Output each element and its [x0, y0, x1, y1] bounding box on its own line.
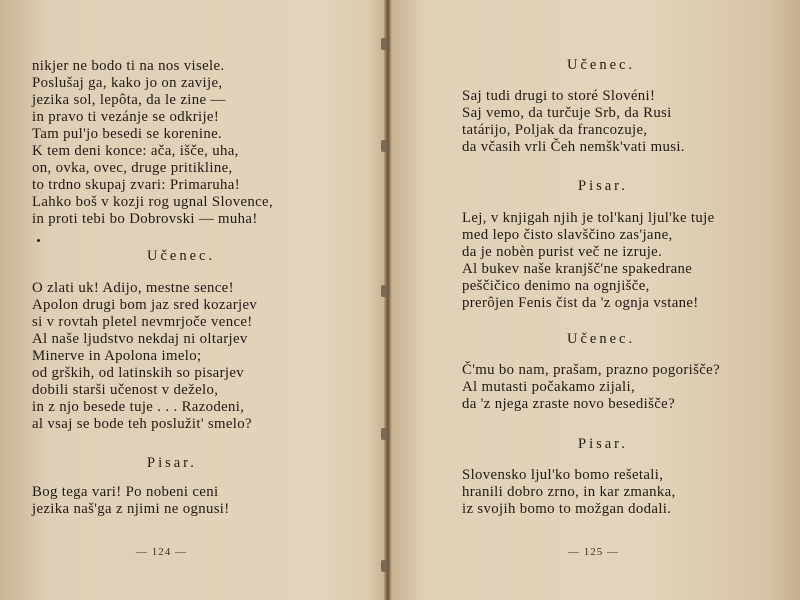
- verse-line: hranili dobro zrno, in kar zmanka,: [462, 484, 676, 500]
- verse-line: Al mutasti počakamo zijali,: [462, 379, 635, 395]
- right-page: [390, 0, 800, 600]
- speaker-heading: Učenec.: [147, 248, 216, 264]
- verse-line: da 'z njega zraste novo besedišče?: [462, 396, 675, 412]
- verse-line: Minerve in Apolona imelo;: [32, 348, 202, 364]
- verse-line: da je nobèn purist več ne izruje.: [462, 244, 663, 260]
- verse-line: jezika sol, lepôta, da le zine —: [32, 92, 226, 108]
- verse-line: si v rovtah pletel nevmrjoče vence!: [32, 314, 253, 330]
- verse-line: in pravo ti vezánje se odkrije!: [32, 109, 220, 125]
- verse-line: peščičico denimo na ognjišče,: [462, 278, 650, 294]
- verse-line: dobili starši učenost v deželo,: [32, 382, 219, 398]
- speaker-heading: Učenec.: [567, 57, 636, 73]
- speaker-heading: Pisar.: [578, 436, 628, 452]
- verse-line: Saj vemo, da turčuje Srb, da Rusi: [462, 105, 672, 121]
- speaker-heading: Pisar.: [578, 178, 628, 194]
- page-number: — 125 —: [568, 546, 619, 558]
- verse-line: Č'mu bo nam, prašam, prazno pogorišče?: [462, 362, 720, 378]
- verse-line: nikjer ne bodo ti na nos visele.: [32, 58, 225, 74]
- verse-line: iz svojih bomo to možgan dodali.: [462, 501, 672, 517]
- verse-line: od grških, od latinskih so pisarjev: [32, 365, 244, 381]
- verse-line: Al bukev naše kranjšč'ne spakedrane: [462, 261, 693, 277]
- verse-line: to trdno skupaj zvari: Primaruha!: [32, 177, 240, 193]
- verse-line: jezika naš'ga z njimi ne ognusi!: [32, 501, 230, 517]
- verse-line: K tem deni konce: ača, išče, uha,: [32, 143, 239, 159]
- verse-line: Tam pul'jo besedi se korenine.: [32, 126, 223, 142]
- verse-line: on, ovka, ovec, druge pritikline,: [32, 160, 233, 176]
- left-page: [0, 0, 384, 600]
- verse-line: Lahko boš v kozji rog ugnal Slovence,: [32, 194, 274, 210]
- verse-line: al vsaj se bode teh poslužit' smelo?: [32, 416, 252, 432]
- verse-line: med lepo čisto slavščino zas'jane,: [462, 227, 673, 243]
- verse-line: Al naše ljudstvo nekdaj ni oltarjev: [32, 331, 248, 347]
- page-number: — 124 —: [136, 546, 187, 558]
- verse-line: Lej, v knjigah njih je tol'kanj ljul'ke tuje: [462, 210, 715, 226]
- verse-line: Bog tega vari! Po nobeni ceni: [32, 484, 219, 500]
- verse-line: in z njo besede tuje . . . Razodeni,: [32, 399, 245, 415]
- verse-line: in proti tebi bo Dobrovski — muha!: [32, 211, 258, 227]
- verse-line: Poslušaj ga, kako jo on zavije,: [32, 75, 223, 91]
- verse-line: Saj tudi drugi to storé Slovéni!: [462, 88, 656, 104]
- verse-line: Slovensko ljul'ko bomo rešetali,: [462, 467, 664, 483]
- verse-line: Apolon drugi bom jaz sred kozarjev: [32, 297, 258, 313]
- verse-line: da včasih vrli Čeh nemšk'vati musi.: [462, 139, 685, 155]
- verse-line: prerôjen Fenis čist da 'z ognja vstane!: [462, 295, 699, 311]
- speaker-heading: Pisar.: [147, 455, 197, 471]
- verse-line: O zlati uk! Adijo, mestne sence!: [32, 280, 234, 296]
- ink-speck: [37, 239, 40, 242]
- page-number-value: 125: [583, 546, 604, 558]
- speaker-heading: Učenec.: [567, 331, 636, 347]
- verse-line: tatárijo, Poljak da francozuje,: [462, 122, 648, 138]
